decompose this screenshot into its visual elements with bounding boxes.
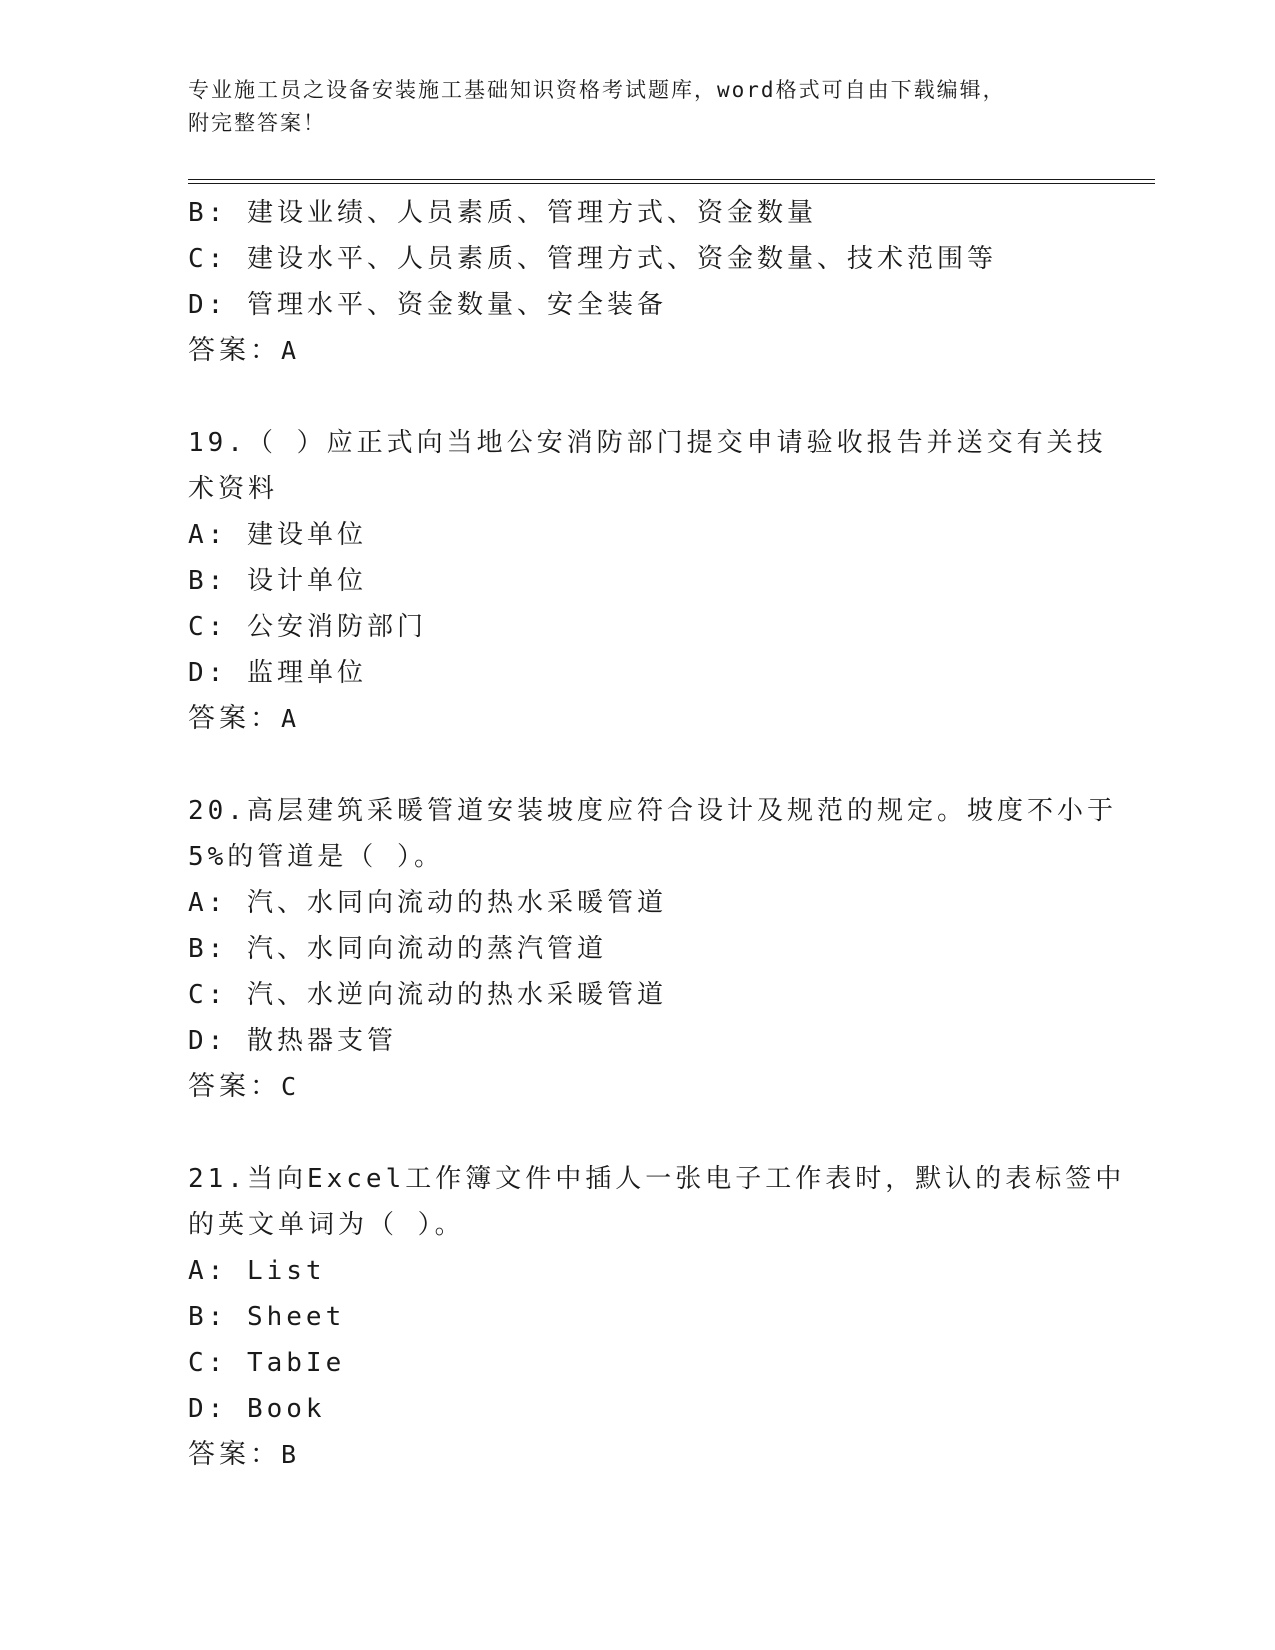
header-divider-bottom <box>188 183 1155 184</box>
spacer <box>188 742 1088 788</box>
question-19 <box>188 420 1107 742</box>
answer-label: 答案： <box>188 703 281 734</box>
question-18-continued <box>188 190 1088 374</box>
header-line-2: 附完整答案！ <box>188 111 326 135</box>
answer-value: A <box>281 704 301 733</box>
question-stem-line: 术资料 <box>188 474 279 504</box>
question-stem-line: 的英文单词为（ ）。 <box>188 1210 465 1240</box>
answer-label: 答案： <box>188 1071 281 1102</box>
question-stem-line: 21.当向Excel工作簿文件中插人一张电子工作表时，默认的表标签中 <box>188 1164 1126 1194</box>
option-a: A: List <box>188 1256 326 1286</box>
option-d: D: 管理水平、资金数量、安全装备 <box>188 290 667 320</box>
option-b: B: Sheet <box>188 1302 346 1332</box>
option-d: D: 散热器支管 <box>188 1026 397 1056</box>
answer-value: B <box>281 1440 301 1469</box>
document-header <box>188 74 1068 140</box>
question-stem-line: 20.高层建筑采暖管道安装坡度应符合设计及规范的规定。坡度不小于 <box>188 796 1117 826</box>
answer-label: 答案： <box>188 335 281 366</box>
answer-line <box>188 328 1088 374</box>
answer-line <box>188 1432 1088 1478</box>
answer-line <box>188 696 1088 742</box>
option-d: D: Book <box>188 1394 326 1424</box>
option-a: A: 建设单位 <box>188 520 367 550</box>
header-divider-top <box>188 179 1155 180</box>
question-stem-line: 19.（ ）应正式向当地公安消防部门提交申请验收报告并送交有关技 <box>188 428 1107 458</box>
question-20 <box>188 788 1117 1110</box>
answer-value: A <box>281 336 301 365</box>
option-c: C: 汽、水逆向流动的热水采暖管道 <box>188 980 667 1010</box>
answer-label: 答案： <box>188 1439 281 1470</box>
option-d: D: 监理单位 <box>188 658 367 688</box>
question-list <box>188 190 1126 1478</box>
option-c: C: 建设水平、人员素质、管理方式、资金数量、技术范围等 <box>188 244 997 274</box>
option-c: C: TabIe <box>188 1348 346 1378</box>
header-line-1: 专业施工员之设备安装施工基础知识资格考试题库，word格式可自由下载编辑， <box>188 78 1006 102</box>
option-b: B: 汽、水同向流动的蒸汽管道 <box>188 934 607 964</box>
spacer <box>188 1110 1088 1156</box>
option-b: B: 设计单位 <box>188 566 367 596</box>
question-21 <box>188 1156 1126 1478</box>
question-stem-line: 5%的管道是（ ）。 <box>188 842 444 872</box>
option-c: C: 公安消防部门 <box>188 612 427 642</box>
spacer <box>188 374 1088 420</box>
option-b: B: 建设业绩、人员素质、管理方式、资金数量 <box>188 198 817 228</box>
answer-line <box>188 1064 1088 1110</box>
option-a: A: 汽、水同向流动的热水采暖管道 <box>188 888 667 918</box>
answer-value: C <box>281 1072 301 1101</box>
